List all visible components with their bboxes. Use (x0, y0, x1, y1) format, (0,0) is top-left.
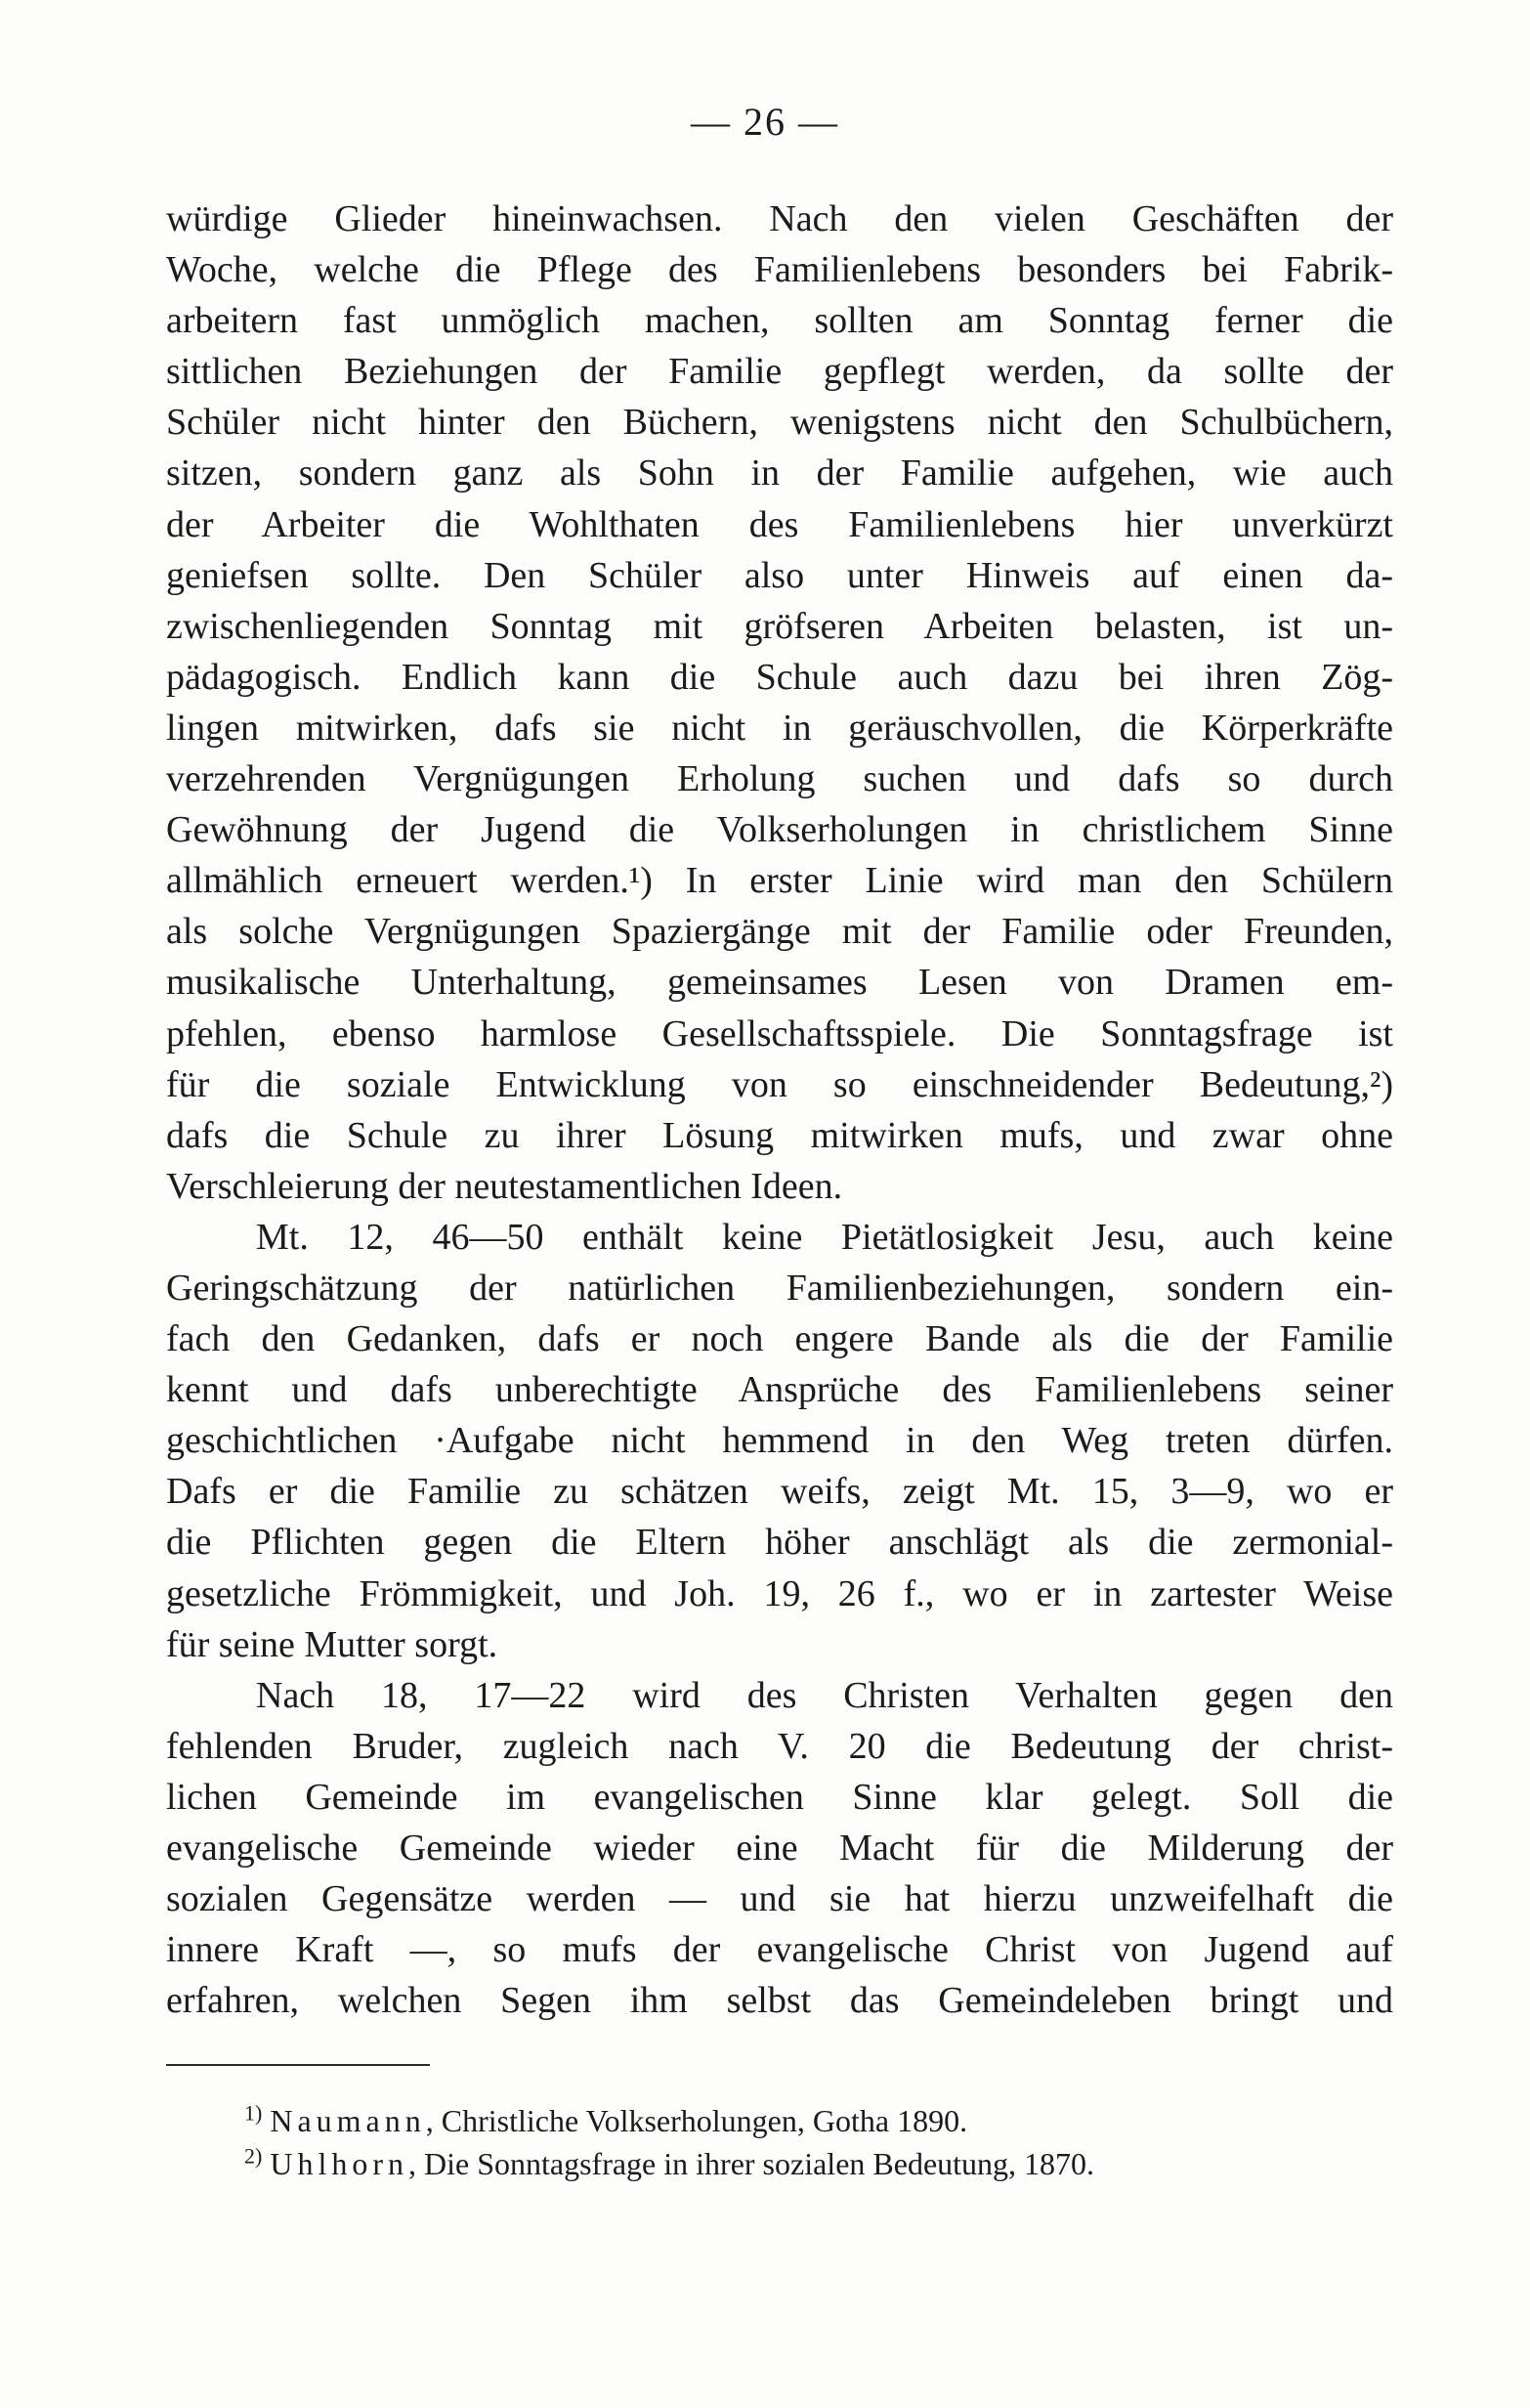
footnotes (244, 2099, 1368, 2185)
footnote-text: , Die Sonntagsfrage in ihrer sozialen Bedeutung, 1870. (407, 2146, 1095, 2181)
footnote-divider (166, 2064, 430, 2066)
text-line: arbeitern fast unmöglich machen, sollten am Sonntag ferner die (166, 300, 1393, 342)
page-number: — 26 — (691, 100, 839, 144)
text-line: musikalische Unterhaltung, gemeinsames Lesen von Dramen em- (166, 962, 1393, 1004)
text-line: als solche Vergnügungen Spaziergänge mit der Familie oder Freunden, (166, 911, 1393, 953)
text-line: erfahren, welchen Segen ihm selbst das Gemeindeleben bringt und (166, 1980, 1393, 2022)
text-line: zwischenliegenden Sonntag mit gröfseren Arbeiten belasten, ist un- (166, 605, 1393, 647)
text-line: für seine Mutter sorgt. (166, 1623, 498, 1665)
footnote-author: Naumann (270, 2103, 426, 2138)
text-line: Dafs er die Familie zu schätzen weifs, zeigt Mt. 15, 3—9, wo er (166, 1471, 1393, 1513)
footnote (244, 2099, 1368, 2142)
text-line: lichen Gemeinde im evangelischen Sinne klar gelegt. Soll die (166, 1776, 1393, 1818)
text-line: für die soziale Entwicklung von so einschneidender Bedeutung,²) (166, 1063, 1393, 1105)
text-line: Woche, welche die Pflege des Familienlebens besonders bei Fabrik- (166, 249, 1393, 291)
text-line: Verschleierung der neutestamentlichen Ideen. (166, 1165, 843, 1207)
footnote-mark: 1) (244, 2100, 263, 2126)
text-line: sozialen Gegensätze werden — und sie hat hierzu unzweifelhaft die (166, 1878, 1393, 1920)
text-line: pädagogisch. Endlich kann die Schule auch dazu bei ihren Zög- (166, 656, 1393, 698)
text-line: Schüler nicht hinter den Büchern, wenigstens nicht den Schulbüchern, (166, 402, 1393, 444)
text-line: würdige Glieder hineinwachsen. Nach den vielen Geschäften der (166, 198, 1393, 239)
text-line: sitzen, sondern ganz als Sohn in der Familie aufgehen, wie auch (166, 452, 1393, 494)
text-line: die Pflichten gegen die Eltern höher anschlägt als die zermonial- (166, 1522, 1393, 1564)
text-line: Gewöhnung der Jugend die Volkserholungen in christlichem Sinne (166, 809, 1393, 851)
text-line: kennt und dafs unberechtigte Ansprüche des Familienlebens seiner (166, 1369, 1393, 1411)
body-text (166, 194, 1393, 2026)
text-line: verzehrenden Vergnügungen Erholung suchen und dafs so durch (166, 758, 1393, 800)
text-line: sittlichen Beziehungen der Familie gepflegt werden, da sollte der (166, 351, 1393, 393)
text-line: pfehlen, ebenso harmlose Gesellschaftsspiele. Die Sonntagsfrage ist (166, 1012, 1393, 1054)
text-line: dafs die Schule zu ihrer Lösung mitwirken mufs, und zwar ohne (166, 1114, 1393, 1156)
text-line: gesetzliche Frömmigkeit, und Joh. 19, 26 f., wo er in zartester Weise (166, 1572, 1393, 1614)
paragraph-start-line: Mt. 12, 46—50 enthält keine Pietätlosigkeit Jesu, auch keine (256, 1216, 1393, 1258)
text-line: evangelische Gemeinde wieder eine Macht für die Milderung der (166, 1828, 1393, 1869)
text-line: fach den Gedanken, dafs er noch engere Bande als die der Familie (166, 1318, 1393, 1360)
text-line: der Arbeiter die Wohlthaten des Familienlebens hier unverkürzt (166, 503, 1393, 545)
text-line: lingen mitwirken, dafs sie nicht in geräuschvollen, die Körperkräfte (166, 707, 1393, 749)
paragraph-start-line: Nach 18, 17—22 wird des Christen Verhalten gegen den (256, 1674, 1393, 1716)
text-line: innere Kraft —, so mufs der evangelische Christ von Jugend auf (166, 1929, 1393, 1971)
footnote-author: Uhlhorn (270, 2146, 408, 2181)
footnote-text: , Christliche Volkserholungen, Gotha 1890. (425, 2103, 968, 2138)
footnote-mark: 2) (244, 2143, 263, 2169)
text-line: Geringschätzung der natürlichen Familienbeziehungen, sondern ein- (166, 1267, 1393, 1309)
text-line: fehlenden Bruder, zugleich nach V. 20 die Bedeutung der christ- (166, 1725, 1393, 1767)
text-line: geniefsen sollte. Den Schüler also unter Hinweis auf einen da- (166, 554, 1393, 596)
footnote (244, 2142, 1368, 2185)
text-line: allmählich erneuert werden.¹) In erster Linie wird man den Schülern (166, 860, 1393, 902)
text-line: geschichtlichen ·Aufgabe nicht hemmend in den Weg treten dürfen. (166, 1420, 1393, 1462)
